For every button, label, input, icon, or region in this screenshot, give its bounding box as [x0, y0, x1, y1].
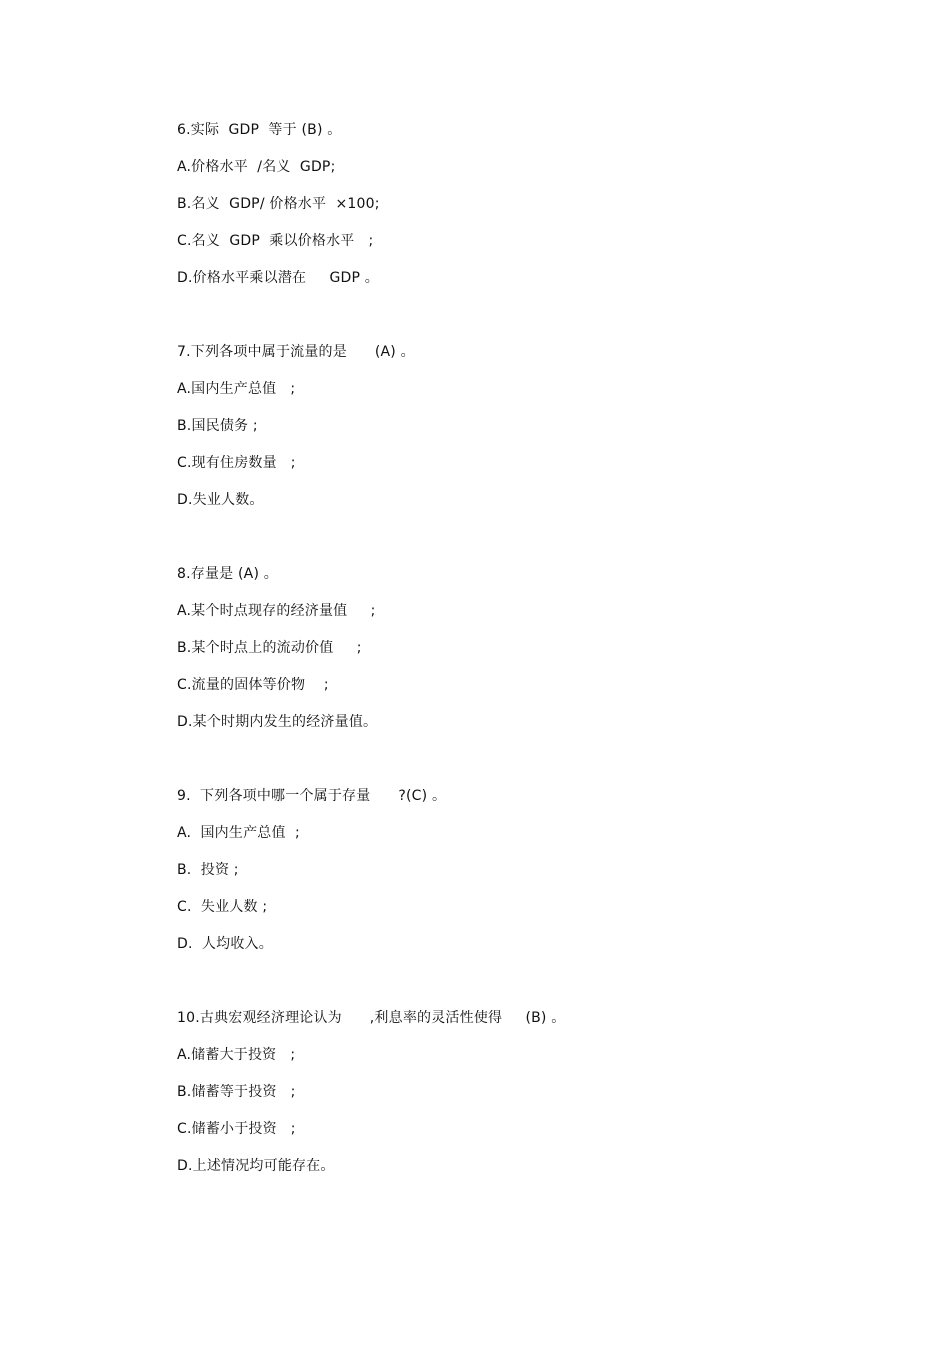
spacer — [177, 302, 877, 339]
question-stem: 10.古典宏观经济理论认为 ,利息率的灵活性使得 (B) 。 — [177, 1010, 566, 1026]
option-c: C. 失业人数 ; — [177, 899, 268, 915]
question-8 — [177, 561, 877, 746]
option-a: A.价格水平 /名义 GDP; — [177, 159, 336, 175]
question-10 — [177, 1005, 877, 1190]
spacer — [177, 746, 877, 783]
option-a: A.国内生产总值 ; — [177, 381, 296, 397]
question-7 — [177, 339, 877, 524]
question-6 — [177, 117, 877, 302]
spacer — [177, 968, 877, 1005]
option-a: A.某个时点现存的经济量值 ; — [177, 603, 376, 619]
option-b: B.储蓄等于投资 ; — [177, 1084, 296, 1100]
question-9 — [177, 783, 877, 968]
question-stem: 7.下列各项中属于流量的是 (A) 。 — [177, 344, 415, 360]
option-d: D.上述情况均可能存在。 — [177, 1158, 335, 1174]
option-c: C.名义 GDP 乘以价格水平 ; — [177, 233, 374, 249]
option-d: D. 人均收入。 — [177, 936, 273, 952]
option-b: B.国民债务 ; — [177, 418, 258, 434]
option-c: C.储蓄小于投资 ; — [177, 1121, 296, 1137]
question-stem: 6.实际 GDP 等于 (B) 。 — [177, 122, 342, 138]
question-stem: 8.存量是 (A) 。 — [177, 566, 278, 582]
option-c: C.流量的固体等价物 ; — [177, 677, 329, 693]
option-c: C.现有住房数量 ; — [177, 455, 296, 471]
option-d: D.失业人数。 — [177, 492, 264, 508]
option-b: B. 投资 ; — [177, 862, 239, 878]
option-d: D.价格水平乘以潜在 GDP 。 — [177, 270, 380, 286]
spacer — [177, 524, 877, 561]
option-d: D.某个时期内发生的经济量值。 — [177, 714, 378, 730]
question-stem: 9. 下列各项中哪一个属于存量 ?(C) 。 — [177, 788, 447, 804]
option-b: B.某个时点上的流动价值 ; — [177, 640, 362, 656]
option-b: B.名义 GDP/ 价格水平 ×100; — [177, 196, 380, 212]
document-page — [177, 117, 877, 1190]
option-a: A. 国内生产总值 ; — [177, 825, 300, 841]
option-a: A.储蓄大于投资 ; — [177, 1047, 296, 1063]
